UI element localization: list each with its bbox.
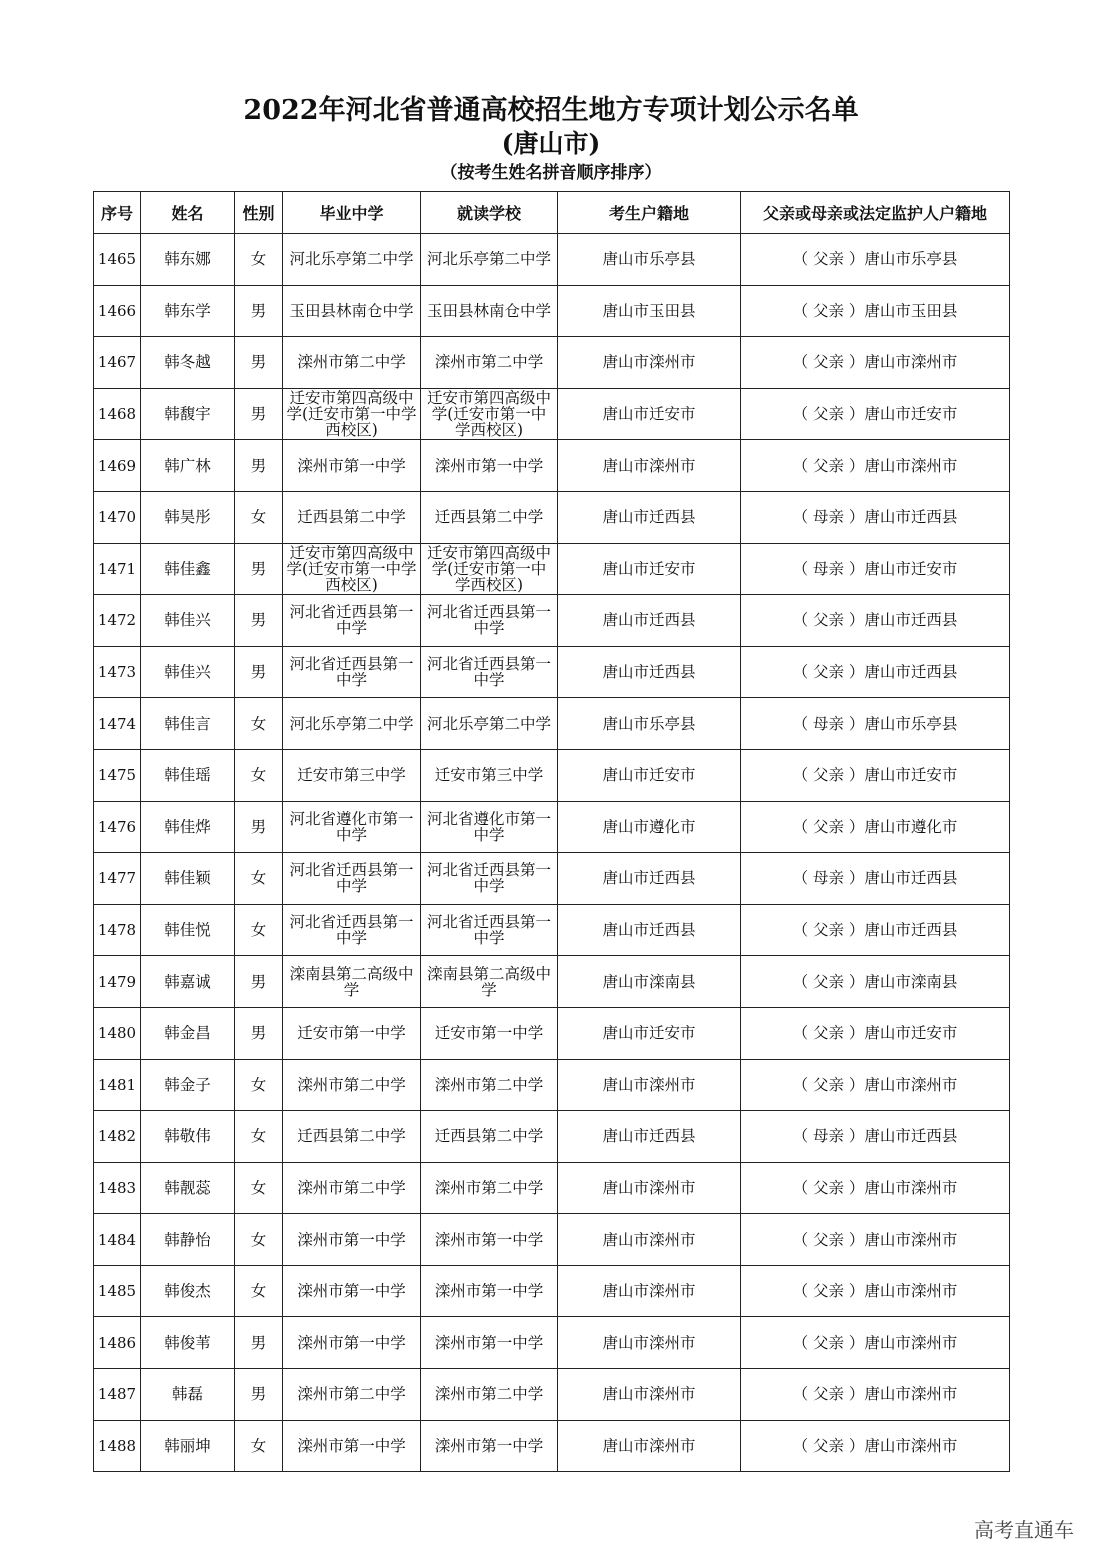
cell-name: 韩昊彤 [141,491,235,543]
cell-guardian-household: （ 父亲 ）唐山市迁西县 [741,904,1010,956]
cell-seq: 1472 [94,595,141,647]
cell-name: 韩金昌 [141,1007,235,1059]
cell-guardian-household: （ 父亲 ）唐山市滦州市 [741,1059,1010,1111]
cell-name: 韩佳颖 [141,853,235,905]
cell-current-school: 迁西县第二中学 [421,1111,558,1163]
cell-current-school: 河北省迁西县第一中学 [421,595,558,647]
cell-name: 韩佳兴 [141,646,235,698]
cell-guardian-household: （ 父亲 ）唐山市迁安市 [741,1007,1010,1059]
cell-current-school: 滦州市第二中学 [421,1059,558,1111]
cell-name: 韩俊杰 [141,1265,235,1317]
table-row [94,1369,1010,1421]
cell-seq: 1487 [94,1369,141,1421]
cell-graduated-school: 迁安市第一中学 [283,1007,421,1059]
cell-graduated-school: 滦州市第一中学 [283,1265,421,1317]
table-row [94,1007,1010,1059]
cell-name: 韩俊苇 [141,1317,235,1369]
cell-name: 韩冬越 [141,337,235,389]
cell-current-school: 滦州市第一中学 [421,1317,558,1369]
cell-gender: 女 [235,698,283,750]
cell-guardian-household: （ 父亲 ）唐山市玉田县 [741,285,1010,337]
cell-guardian-household: （ 母亲 ）唐山市迁西县 [741,853,1010,905]
cell-name: 韩金子 [141,1059,235,1111]
cell-name: 韩佳悦 [141,904,235,956]
cell-student-household: 唐山市乐亭县 [558,234,741,286]
cell-guardian-household: （ 父亲 ）唐山市滦州市 [741,1162,1010,1214]
cell-graduated-school: 河北省迁西县第一中学 [283,853,421,905]
cell-gender: 女 [235,1162,283,1214]
cell-seq: 1485 [94,1265,141,1317]
table-row [94,801,1010,853]
cell-gender: 男 [235,337,283,389]
cell-graduated-school: 滦州市第二中学 [283,1162,421,1214]
cell-seq: 1482 [94,1111,141,1163]
cell-seq: 1466 [94,285,141,337]
cell-seq: 1477 [94,853,141,905]
table-row [94,1317,1010,1369]
cell-student-household: 唐山市迁西县 [558,1111,741,1163]
cell-gender: 男 [235,285,283,337]
cell-name: 韩东学 [141,285,235,337]
cell-guardian-household: （ 父亲 ）唐山市迁西县 [741,595,1010,647]
cell-seq: 1469 [94,440,141,492]
cell-gender: 女 [235,749,283,801]
table-row [94,749,1010,801]
cell-graduated-school: 迁安市第三中学 [283,749,421,801]
cell-seq: 1474 [94,698,141,750]
cell-name: 韩丽坤 [141,1420,235,1472]
cell-gender: 男 [235,1007,283,1059]
cell-name: 韩东娜 [141,234,235,286]
cell-guardian-household: （ 父亲 ）唐山市遵化市 [741,801,1010,853]
header-graduated-school: 毕业中学 [283,192,421,234]
cell-graduated-school: 河北省迁西县第一中学 [283,904,421,956]
cell-guardian-household: （ 父亲 ）唐山市滦州市 [741,337,1010,389]
cell-student-household: 唐山市迁安市 [558,388,741,440]
table-row [94,646,1010,698]
cell-gender: 男 [235,388,283,440]
cell-current-school: 河北乐亭第二中学 [421,698,558,750]
cell-graduated-school: 河北乐亭第二中学 [283,234,421,286]
cell-graduated-school: 迁安市第四高级中学(迁安市第一中学西校区) [283,543,421,595]
cell-gender: 女 [235,1265,283,1317]
header-gender: 性别 [235,192,283,234]
cell-graduated-school: 滦州市第二中学 [283,1369,421,1421]
cell-graduated-school: 滦州市第一中学 [283,1214,421,1266]
cell-gender: 女 [235,853,283,905]
cell-student-household: 唐山市玉田县 [558,285,741,337]
header-student-household: 考生户籍地 [558,192,741,234]
cell-seq: 1488 [94,1420,141,1472]
cell-guardian-household: （ 父亲 ）唐山市滦州市 [741,1265,1010,1317]
cell-graduated-school: 滦州市第一中学 [283,1317,421,1369]
cell-seq: 1475 [94,749,141,801]
cell-student-household: 唐山市滦州市 [558,1265,741,1317]
cell-guardian-household: （ 父亲 ）唐山市滦州市 [741,1214,1010,1266]
cell-name: 韩敬伟 [141,1111,235,1163]
cell-guardian-household: （ 母亲 ）唐山市迁西县 [741,491,1010,543]
page-subtitle-sort-note: （按考生姓名拼音顺序排序） [440,163,662,183]
table-row [94,1059,1010,1111]
cell-seq: 1476 [94,801,141,853]
cell-gender: 男 [235,956,283,1008]
cell-gender: 男 [235,543,283,595]
cell-name: 韩佳鑫 [141,543,235,595]
table-row [94,1162,1010,1214]
cell-seq: 1471 [94,543,141,595]
cell-student-household: 唐山市滦州市 [558,1059,741,1111]
cell-gender: 女 [235,1059,283,1111]
cell-student-household: 唐山市迁西县 [558,491,741,543]
cell-seq: 1479 [94,956,141,1008]
cell-student-household: 唐山市滦州市 [558,337,741,389]
cell-gender: 男 [235,801,283,853]
cell-current-school: 迁安市第四高级中学(迁安市第一中学西校区) [421,388,558,440]
table-row [94,853,1010,905]
cell-name: 韩静怡 [141,1214,235,1266]
cell-graduated-school: 玉田县林南仓中学 [283,285,421,337]
table-row [94,698,1010,750]
cell-guardian-household: （ 父亲 ）唐山市滦南县 [741,956,1010,1008]
cell-current-school: 滦州市第二中学 [421,337,558,389]
cell-guardian-household: （ 母亲 ）唐山市迁西县 [741,1111,1010,1163]
cell-gender: 女 [235,1214,283,1266]
cell-gender: 男 [235,1369,283,1421]
cell-gender: 男 [235,646,283,698]
cell-graduated-school: 滦州市第二中学 [283,1059,421,1111]
cell-seq: 1465 [94,234,141,286]
cell-seq: 1467 [94,337,141,389]
cell-gender: 男 [235,595,283,647]
cell-student-household: 唐山市滦州市 [558,440,741,492]
cell-seq: 1486 [94,1317,141,1369]
watermark: 高考直通车 [974,1518,1074,1542]
cell-guardian-household: （ 父亲 ）唐山市滦州市 [741,1317,1010,1369]
cell-gender: 男 [235,1317,283,1369]
page-subtitle-city: (唐山市) [501,129,601,158]
header-current-school: 就读学校 [421,192,558,234]
cell-gender: 女 [235,1420,283,1472]
cell-student-household: 唐山市滦州市 [558,1162,741,1214]
cell-guardian-household: （ 父亲 ）唐山市滦州市 [741,1369,1010,1421]
cell-name: 韩佳烨 [141,801,235,853]
table-header-row [94,192,1010,234]
student-list-table [93,191,1010,1472]
cell-current-school: 滦州市第一中学 [421,440,558,492]
cell-guardian-household: （ 父亲 ）唐山市迁安市 [741,749,1010,801]
header-name: 姓名 [141,192,235,234]
cell-gender: 女 [235,491,283,543]
cell-current-school: 迁安市第三中学 [421,749,558,801]
cell-seq: 1478 [94,904,141,956]
cell-seq: 1483 [94,1162,141,1214]
cell-name: 韩磊 [141,1369,235,1421]
cell-guardian-household: （ 父亲 ）唐山市滦州市 [741,440,1010,492]
cell-current-school: 滦南县第二高级中学 [421,956,558,1008]
cell-current-school: 迁安市第四高级中学(迁安市第一中学西校区) [421,543,558,595]
cell-current-school: 滦州市第一中学 [421,1214,558,1266]
cell-student-household: 唐山市迁安市 [558,543,741,595]
cell-seq: 1468 [94,388,141,440]
cell-student-household: 唐山市滦州市 [558,1420,741,1472]
table-row [94,388,1010,440]
cell-graduated-school: 滦州市第一中学 [283,440,421,492]
cell-current-school: 河北省迁西县第一中学 [421,646,558,698]
table-row [94,1265,1010,1317]
cell-student-household: 唐山市迁西县 [558,853,741,905]
cell-student-household: 唐山市迁安市 [558,1007,741,1059]
cell-graduated-school: 滦南县第二高级中学 [283,956,421,1008]
cell-name: 韩馥宇 [141,388,235,440]
table-row [94,595,1010,647]
cell-guardian-household: （ 母亲 ）唐山市乐亭县 [741,698,1010,750]
table-row [94,234,1010,286]
cell-gender: 女 [235,904,283,956]
cell-current-school: 迁西县第二中学 [421,491,558,543]
cell-student-household: 唐山市滦州市 [558,1317,741,1369]
cell-seq: 1470 [94,491,141,543]
table-row [94,1111,1010,1163]
cell-student-household: 唐山市迁安市 [558,749,741,801]
cell-guardian-household: （ 父亲 ）唐山市迁安市 [741,388,1010,440]
cell-guardian-household: （ 父亲 ）唐山市滦州市 [741,1420,1010,1472]
cell-name: 韩广林 [141,440,235,492]
cell-guardian-household: （ 母亲 ）唐山市迁安市 [741,543,1010,595]
cell-current-school: 迁安市第一中学 [421,1007,558,1059]
cell-name: 韩佳言 [141,698,235,750]
cell-current-school: 玉田县林南仓中学 [421,285,558,337]
cell-current-school: 河北省迁西县第一中学 [421,904,558,956]
cell-student-household: 唐山市滦南县 [558,956,741,1008]
table-row [94,1214,1010,1266]
cell-name: 韩佳瑶 [141,749,235,801]
cell-student-household: 唐山市迁西县 [558,595,741,647]
cell-graduated-school: 河北省遵化市第一中学 [283,801,421,853]
cell-current-school: 河北省遵化市第一中学 [421,801,558,853]
cell-student-household: 唐山市滦州市 [558,1369,741,1421]
cell-current-school: 滦州市第二中学 [421,1162,558,1214]
cell-gender: 女 [235,1111,283,1163]
cell-current-school: 河北乐亭第二中学 [421,234,558,286]
cell-guardian-household: （ 父亲 ）唐山市乐亭县 [741,234,1010,286]
cell-gender: 男 [235,440,283,492]
cell-name: 韩佳兴 [141,595,235,647]
cell-current-school: 滦州市第一中学 [421,1265,558,1317]
table-row [94,543,1010,595]
cell-seq: 1473 [94,646,141,698]
cell-seq: 1481 [94,1059,141,1111]
table-row [94,956,1010,1008]
cell-seq: 1484 [94,1214,141,1266]
cell-graduated-school: 河北省迁西县第一中学 [283,646,421,698]
cell-graduated-school: 滦州市第一中学 [283,1420,421,1472]
cell-graduated-school: 河北省迁西县第一中学 [283,595,421,647]
cell-graduated-school: 河北乐亭第二中学 [283,698,421,750]
table-row [94,1420,1010,1472]
table-body [94,234,1010,1472]
table-row [94,440,1010,492]
cell-guardian-household: （ 父亲 ）唐山市迁西县 [741,646,1010,698]
cell-graduated-school: 滦州市第二中学 [283,337,421,389]
cell-name: 韩靓蕊 [141,1162,235,1214]
table-row [94,904,1010,956]
table-row [94,285,1010,337]
table-row [94,491,1010,543]
cell-current-school: 滦州市第一中学 [421,1420,558,1472]
header-guardian-household: 父亲或母亲或法定监护人户籍地 [741,192,1010,234]
header-seq: 序号 [94,192,141,234]
cell-current-school: 河北省迁西县第一中学 [421,853,558,905]
table-row [94,337,1010,389]
cell-student-household: 唐山市乐亭县 [558,698,741,750]
cell-student-household: 唐山市迁西县 [558,646,741,698]
cell-gender: 女 [235,234,283,286]
cell-name: 韩嘉诚 [141,956,235,1008]
cell-seq: 1480 [94,1007,141,1059]
cell-graduated-school: 迁西县第二中学 [283,491,421,543]
cell-graduated-school: 迁安市第四高级中学(迁安市第一中学西校区) [283,388,421,440]
cell-current-school: 滦州市第二中学 [421,1369,558,1421]
cell-student-household: 唐山市滦州市 [558,1214,741,1266]
page-title: 2022年河北省普通高校招生地方专项计划公示名单 [243,95,859,126]
cell-student-household: 唐山市迁西县 [558,904,741,956]
cell-graduated-school: 迁西县第二中学 [283,1111,421,1163]
cell-student-household: 唐山市遵化市 [558,801,741,853]
